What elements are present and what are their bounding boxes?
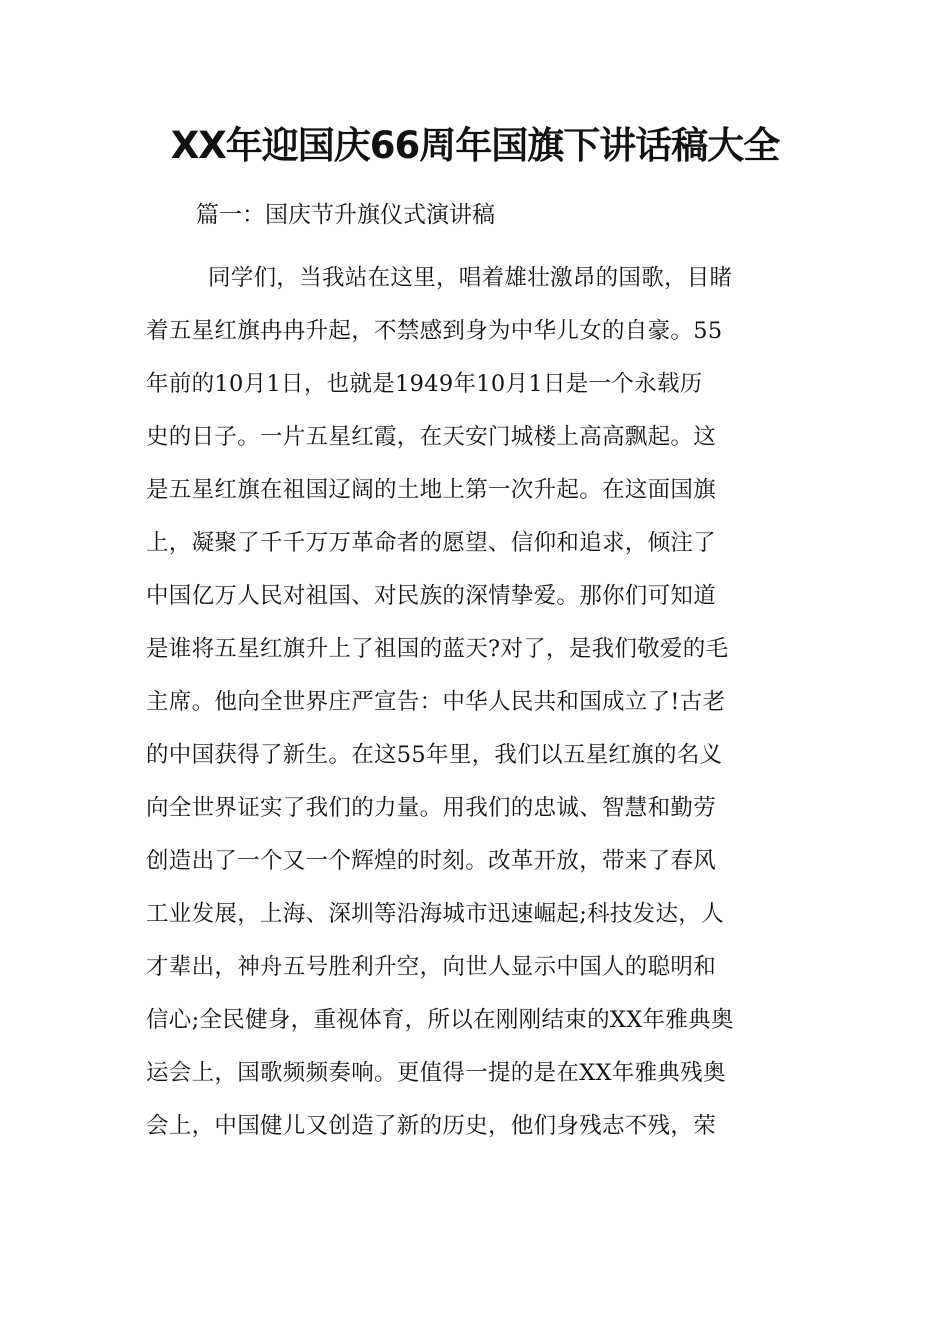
body-line: 同学们，当我站在这里，唱着雄壮激昂的国歌，目睹 xyxy=(208,265,733,291)
section-heading: 篇一：国庆节升旗仪式演讲稿 xyxy=(196,202,495,228)
body-line: 才辈出，神舟五号胜利升空，向世人显示中国人的聪明和 xyxy=(146,954,717,980)
body-line: 主席。他向全世界庄严宣告：中华人民共和国成立了!古老 xyxy=(146,689,726,715)
body-line: 着五星红旗冉冉升起，不禁感到身为中华儿女的自豪。55 xyxy=(146,318,723,344)
body-line: 运会上，国歌频频奏响。更值得一提的是在XX年雅典残奥 xyxy=(146,1060,726,1086)
body-line: 是谁将五星红旗升上了祖国的蓝天?对了，是我们敬爱的毛 xyxy=(146,636,729,662)
body-line: 会上，中国健儿又创造了新的历史，他们身残志不残，荣 xyxy=(146,1113,717,1139)
body-line: 向全世界证实了我们的力量。用我们的忠诚、智慧和勤劳 xyxy=(146,795,717,821)
document-title: XX年迎国庆66周年国旗下讲话稿大全 xyxy=(170,124,780,167)
body-line: 的中国获得了新生。在这55年里，我们以五星红旗的名义 xyxy=(146,742,723,768)
body-line: 年前的10月1日，也就是1949年10月1日是一个永载历 xyxy=(146,371,703,397)
body-line: 工业发展，上海、深圳等沿海城市迅速崛起;科技发达，人 xyxy=(146,901,724,927)
document-body xyxy=(146,252,816,1153)
body-line: 上，凝聚了千千万万革命者的愿望、信仰和追求，倾注了 xyxy=(146,530,717,556)
body-line: 创造出了一个又一个辉煌的时刻。改革开放，带来了春风 xyxy=(146,848,717,874)
body-line: 信心;全民健身，重视体育，所以在刚刚结束的XX年雅典奥 xyxy=(146,1007,734,1033)
body-line: 中国亿万人民对祖国、对民族的深情挚爱。那你们可知道 xyxy=(146,583,717,609)
body-line: 史的日子。一片五星红霞，在天安门城楼上高高飘起。这 xyxy=(146,424,717,450)
body-line: 是五星红旗在祖国辽阔的土地上第一次升起。在这面国旗 xyxy=(146,477,717,503)
